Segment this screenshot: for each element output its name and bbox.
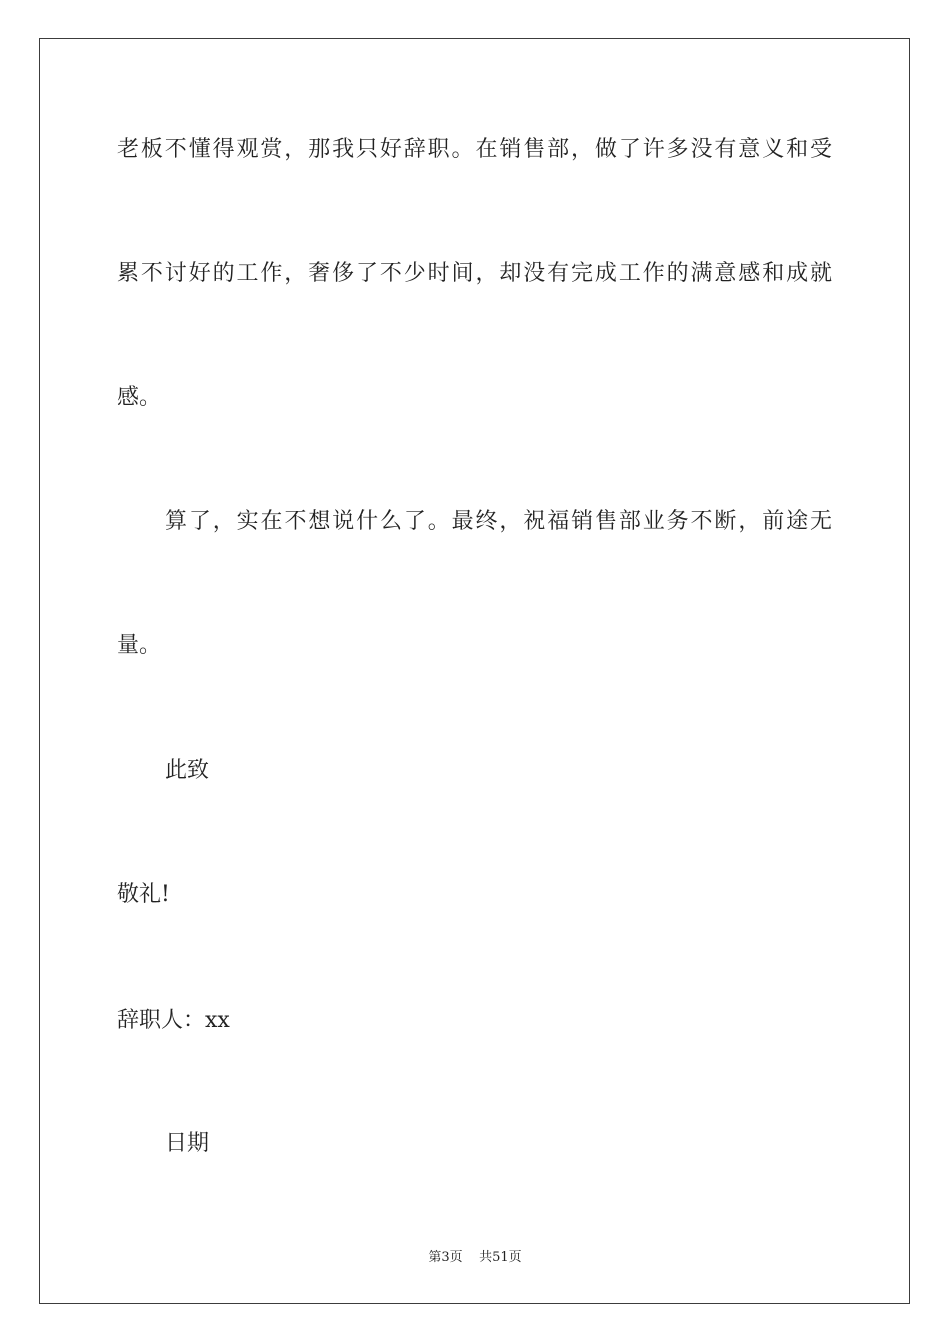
body-line-4: 算了，实在不想说什么了。最终，祝福销售部业务不断，前途无 — [165, 509, 832, 534]
signature-line: 辞职人：xx — [117, 1008, 230, 1033]
body-line-3: 感。 — [117, 385, 162, 410]
page-border — [39, 38, 910, 1304]
salutation-line: 此致 — [165, 758, 210, 783]
date-line: 日期 — [165, 1131, 210, 1156]
body-line-5: 量。 — [117, 633, 162, 658]
page-number: 第3页 共51页 — [428, 1250, 522, 1265]
body-line-1: 老板不懂得观赏，那我只好辞职。在销售部，做了许多没有意义和受 — [117, 137, 832, 162]
body-line-2: 累不讨好的工作，奢侈了不少时间，却没有完成工作的满意感和成就 — [117, 261, 832, 286]
closing-line: 敬礼! — [117, 882, 170, 907]
